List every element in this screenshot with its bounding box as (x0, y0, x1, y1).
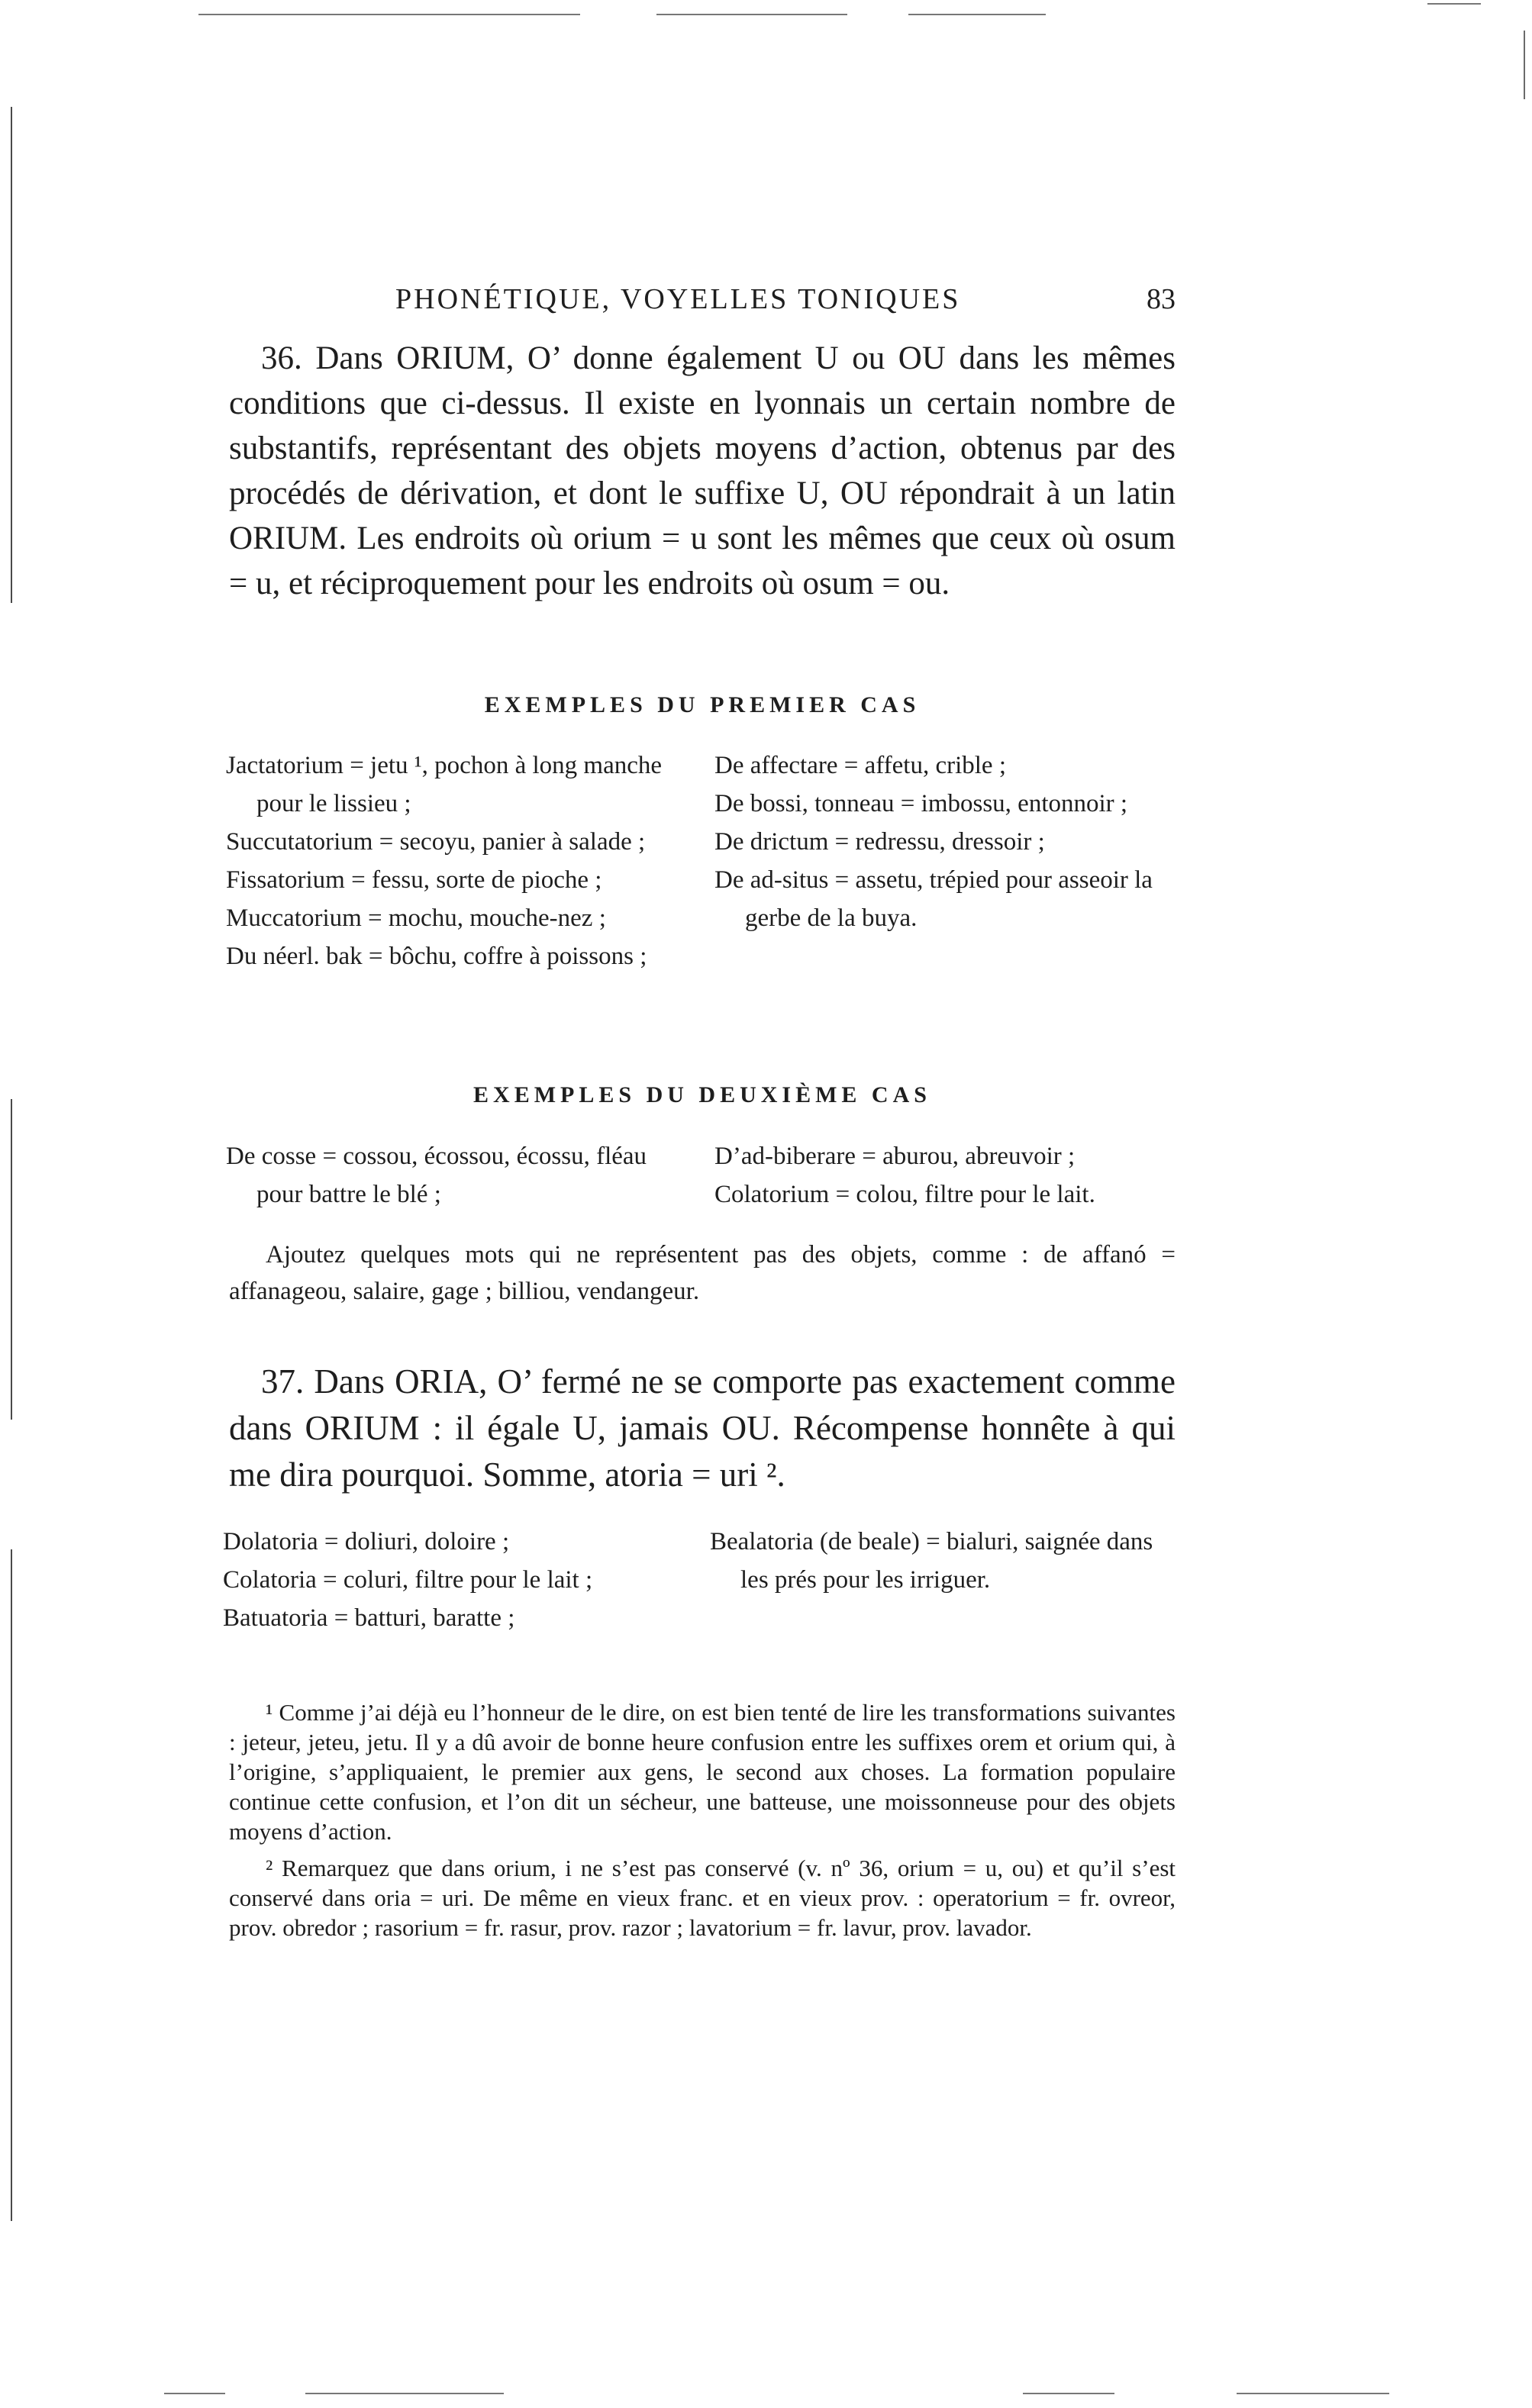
example-entry: Muccatorium = mochu, mouche-nez ; (226, 904, 606, 932)
example-entry: Colatorium = colou, filtre pour le lait. (714, 1181, 1095, 1208)
examples-first-right-column (714, 746, 1172, 937)
example-entry: Colatoria = coluri, filtre pour le lait ; (223, 1566, 593, 1594)
example-entry: Jactatorium = jetu ¹, pochon à long manche pour le lissieu ; (226, 752, 663, 817)
example-entry: De bossi, tonneau = imbossu, entonnoir ; (714, 790, 1128, 817)
examples-first-left-column (226, 746, 676, 975)
section-37-text: 37. Dans ORIA, O’ fermé ne se comporte pas exactement comme dans ORIUM : il égale U, jamais OU. Récompense honnête à qui me dira pourquoi. Somme, atoria = uri ². (229, 1362, 1176, 1494)
examples-second-right-column (714, 1137, 1172, 1214)
example-entry: Fissatorium = fessu, sorte de pioche ; (226, 866, 602, 894)
examples-second-note-text: Ajoutez quelques mots qui ne représentent pas des objets, comme : de affanó = affanageou, salaire, gage ; billiou, vendangeur. (229, 1241, 1176, 1305)
left-margin-rule (11, 1549, 12, 2221)
scan-edge-mark (1023, 2393, 1114, 2394)
footnote-1 (229, 1697, 1176, 1846)
right-margin-rule (1524, 31, 1525, 99)
scan-edge-mark (1237, 2393, 1389, 2394)
scan-edge-mark (908, 14, 1046, 15)
footnote-2 (229, 1853, 1176, 1942)
left-margin-rule (11, 107, 12, 603)
examples-second-note (229, 1236, 1176, 1310)
example-entry: Bealatoria (de beale) = bialuri, saignée dans les prés pour les irriguer. (710, 1528, 1153, 1594)
left-margin-rule (11, 1099, 12, 1420)
footnote-2-text: ² Remarquez que dans orium, i ne s’est pas conservé (v. nº 36, orium = u, ou) et qu’il s’est conservé dans oria = uri. De même en vieux franc. et en vieux prov. : operatorium = fr. ovreor, prov. obredor ; rasorium = fr. rasur, prov. razor ; lavatorium = fr. lavur, prov. lavador. (229, 1855, 1176, 1941)
example-entry: De cosse = cossou, écossou, écossu, fléau pour battre le blé ; (226, 1143, 647, 1208)
running-head-title: PHONÉTIQUE, VOYELLES TONIQUES (395, 283, 961, 315)
example-entry: Succutatorium = secoyu, panier à salade ; (226, 828, 646, 856)
page-number: 83 (1147, 283, 1176, 315)
scan-edge-mark (305, 2393, 504, 2394)
scan-edge-mark (198, 14, 580, 15)
running-head (229, 282, 1176, 328)
scan-edge-mark (164, 2393, 225, 2394)
scan-edge-mark (1427, 3, 1481, 5)
section-36-paragraph (229, 336, 1176, 606)
example-entry: Dolatoria = doliuri, doloire ; (223, 1528, 510, 1555)
section-37-right-column (710, 1523, 1176, 1599)
section-36-text: 36. Dans ORIUM, O’ donne également U ou OU dans les mêmes conditions que ci-dessus. Il existe en lyonnais un certain nombre de substantifs, représentant des objets moyens d’action, obtenus par des procédés de dérivation, et dont le suffixe U, OU répondrait à un latin ORIUM. Les endroits où orium = u sont les mêmes que ceux où osum = u, et réciproquement pour les endroits où osum = ou. (229, 340, 1176, 601)
example-entry: De ad-situs = assetu, trépied pour asseoir la gerbe de la buya. (714, 866, 1153, 932)
example-entry: Batuatoria = batturi, baratte ; (223, 1604, 515, 1632)
examples-first-heading: EXEMPLES DU PREMIER CAS (484, 692, 921, 717)
example-entry: D’ad-biberare = aburou, abreuvoir ; (714, 1143, 1076, 1170)
examples-second-heading: EXEMPLES DU DEUXIÈME CAS (473, 1082, 931, 1107)
footnote-1-text: ¹ Comme j’ai déjà eu l’honneur de le dire, on est bien tenté de lire les transformations suivantes : jeteur, jeteu, jetu. Il y a dû avoir de bonne heure confusion entre les suffixes orem et orium qui, à l’origine, s’appliquaient, le premier aux gens, le second aux choses. La formation populaire continue cette confusion, et l’on dit un sécheur, une batteuse, une moissonneuse pour des objets moyens d’action. (229, 1699, 1176, 1845)
examples-second-left-column (226, 1137, 684, 1214)
example-entry: De drictum = redressu, dressoir ; (714, 828, 1045, 856)
example-entry: Du néerl. bak = bôchu, coffre à poissons ; (226, 943, 647, 970)
scan-edge-mark (656, 14, 847, 15)
section-37-left-column (223, 1523, 696, 1637)
section-37-paragraph (229, 1359, 1176, 1498)
example-entry: De affectare = affetu, crible ; (714, 752, 1006, 779)
